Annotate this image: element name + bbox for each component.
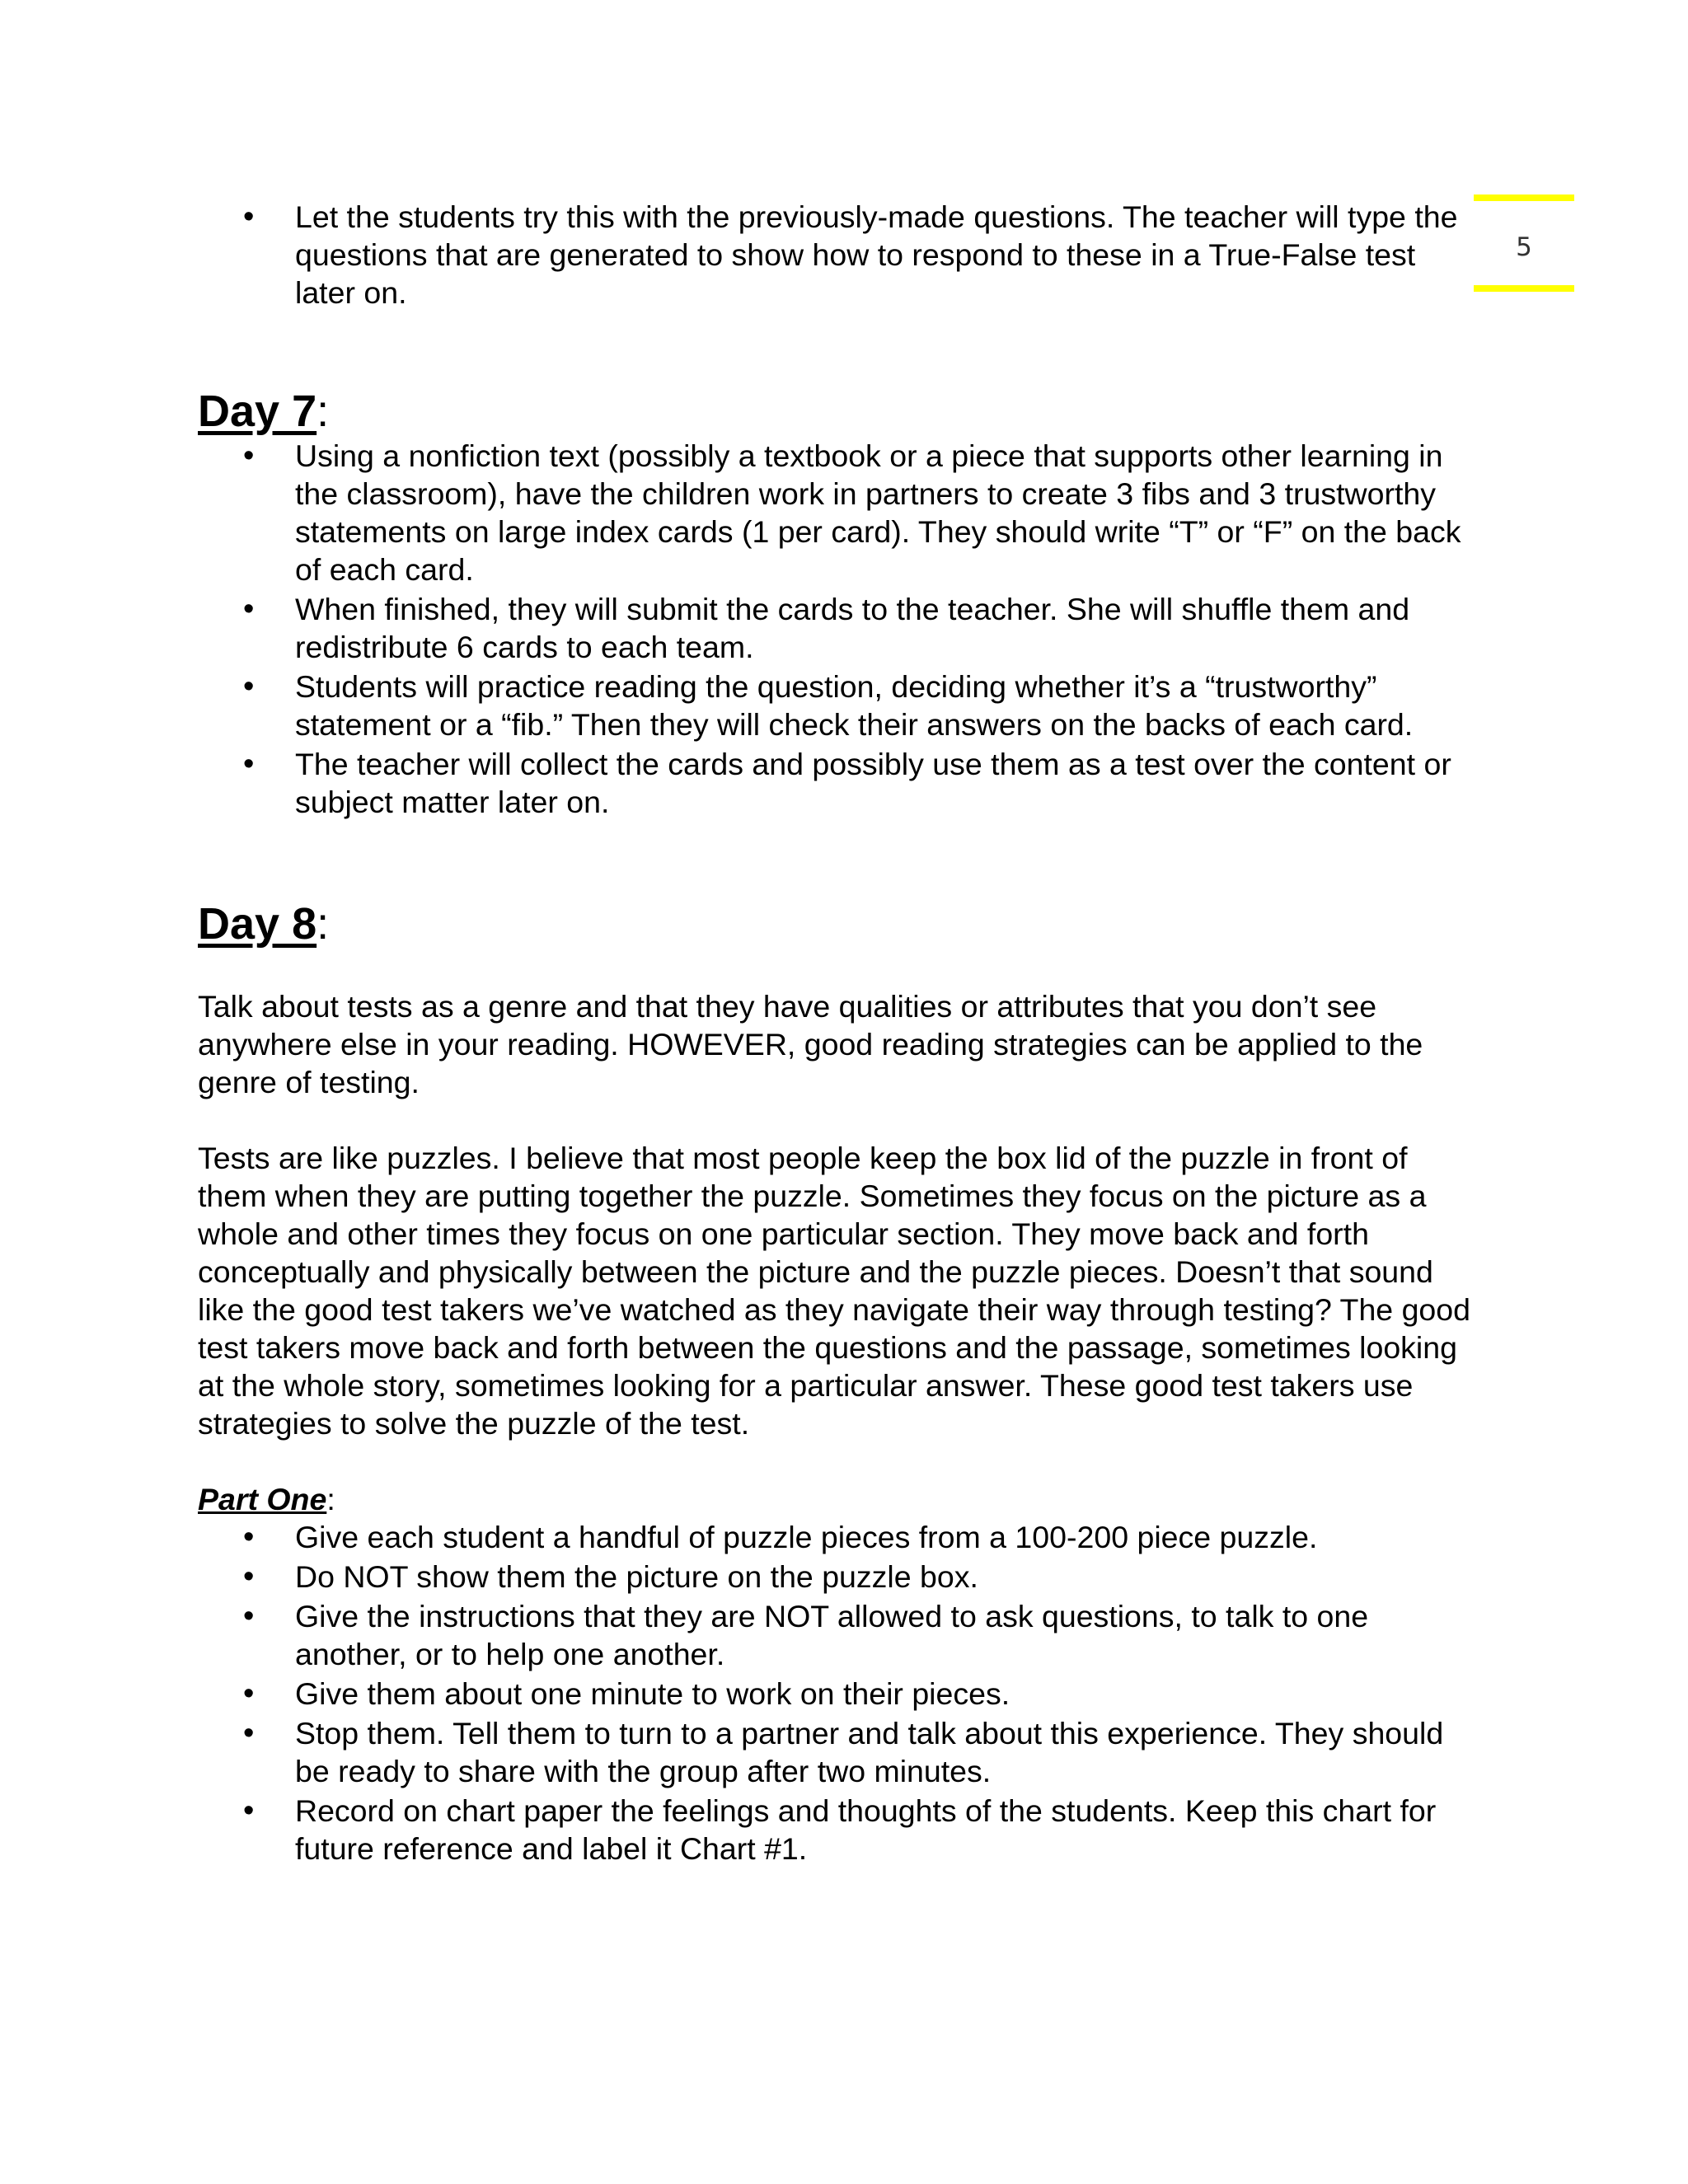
intro-bullet-list: [198, 198, 1484, 312]
day-7-heading-text: Day 7: [198, 387, 317, 436]
list-item: • Stop them. Tell them to turn to a partner and talk about this experience. They should be ready to share with the group after two minutes.: [198, 1714, 1484, 1790]
part-one-heading: [198, 1480, 1484, 1518]
day-7-heading: [198, 386, 1484, 437]
day-8-heading-text: Day 8: [198, 899, 317, 949]
day-7-bullet-list: [198, 437, 1484, 821]
part-one-bullet-list: [198, 1518, 1484, 1868]
day-8-heading: [198, 898, 1484, 949]
list-item: • When finished, they will submit the cards to the teacher. She will shuffle them and redistribute 6 cards to each team.: [198, 590, 1484, 666]
document-body: [198, 198, 1484, 1869]
day-8-paragraph-genre: Talk about tests as a genre and that they have qualities or attributes that you don’t see anywhere else in your reading. HOWEVER, good reading strategies can be applied to the genre of testing.: [198, 989, 1423, 1099]
list-item: • The teacher will collect the cards and possibly use them as a test over the content or subject matter later on.: [198, 745, 1484, 821]
day-7-heading-colon: :: [316, 387, 330, 436]
day-8-paragraph-puzzles: Tests are like puzzles. I believe that most people keep the box lid of the puzzle in front of them when they are putting together the puzzle. Sometimes they focus on the picture as a whole and other times they focus on one particular section. They move back and forth conceptually and physically between the picture and the puzzle pieces. Doesn’t that sound like the good test takers we’ve watched as they navigate their way through testing? The good test takers move back and forth between the questions and the passage, sometimes looking at the whole story, sometimes looking for a particular answer. These good test takers use strategies to solve the puzzle of the test.: [198, 1141, 1471, 1441]
part-one-heading-text: Part One: [198, 1482, 327, 1516]
page-number-box: [1474, 194, 1574, 292]
list-item: • Record on chart paper the feelings and thoughts of the students. Keep this chart for future reference and label it Chart #1.: [198, 1792, 1484, 1868]
list-item: • Using a nonfiction text (possibly a textbook or a piece that supports other learning in the classroom), have the children work in partners to create 3 fibs and 3 trustworthy statements on large index cards (1 per card). They should write “T” or “F” on the back of each card.: [198, 437, 1484, 588]
list-item: • Students will practice reading the question, deciding whether it’s a “trustworthy” statement or a “fib.” Then they will check their answers on the backs of each card.: [198, 668, 1484, 743]
day-8-heading-colon: :: [316, 899, 330, 949]
list-item: • Let the students try this with the previously-made questions. The teacher will type the questions that are generated to show how to respond to these in a True-False test later on.: [198, 198, 1484, 312]
list-item: • Give them about one minute to work on their pieces.: [198, 1675, 1484, 1713]
part-one-heading-colon: :: [326, 1482, 335, 1516]
list-item: • Do NOT show them the picture on the puzzle box.: [198, 1558, 1484, 1596]
page-number: 5: [1516, 232, 1532, 262]
list-item: • Give each student a handful of puzzle pieces from a 100-200 piece puzzle.: [198, 1518, 1484, 1556]
list-item: • Give the instructions that they are NOT allowed to ask questions, to talk to one another, or to help one another.: [198, 1597, 1484, 1673]
